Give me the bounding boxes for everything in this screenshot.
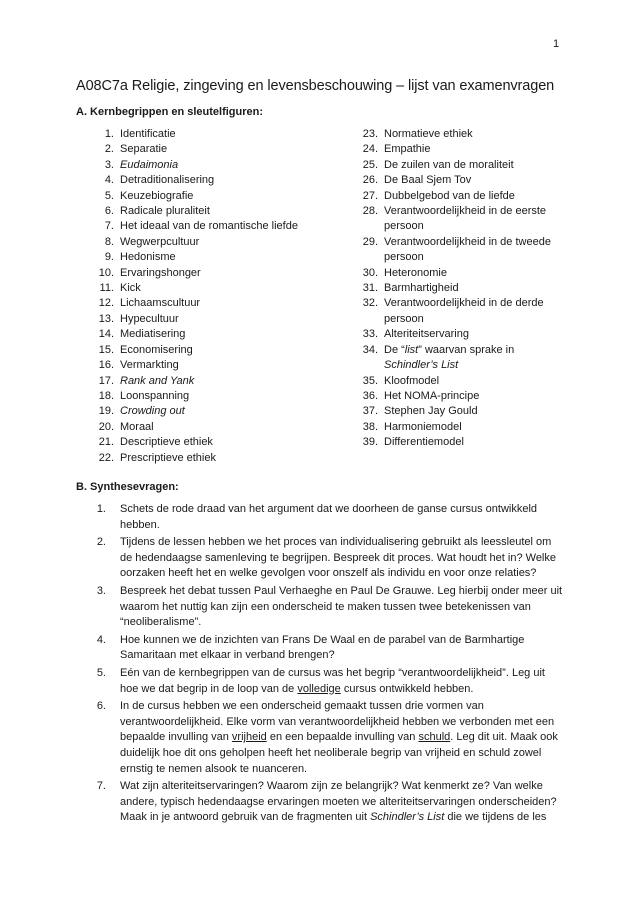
list-item: 7. Het ideaal van de romantische liefde: [104, 220, 298, 233]
list-item: 4. Detraditionalisering: [104, 174, 215, 187]
section-a-heading: A. Kernbegrippen en sleutelfiguren:: [76, 106, 264, 118]
question-item: 3. Bespreek het debat tussen Paul Verhaeghe en Paul De Grauwe. Leg hierbij onder meer uit waarom het nuttig kan zijn een onderscheid te maken tussen twee betekenissen van “neoliberalisme”.: [96, 584, 563, 629]
list-item: 21. Descriptieve ethiek: [98, 436, 213, 449]
list-item: 5. Keuzebiografie: [104, 189, 194, 202]
list-item: 10. Ervaringshonger: [98, 266, 201, 279]
list-item: 37. Stephen Jay Gould: [362, 405, 478, 418]
list-item: 16. Vermarkting: [98, 359, 179, 372]
list-item: 22. Prescriptieve ethiek: [98, 451, 216, 464]
list-item: 25. De zuilen van de moraliteit: [362, 158, 514, 171]
list-item: 35. Kloofmodel: [362, 374, 440, 387]
list-item: 28. Verantwoordelijkheid in de eerste persoon: [362, 205, 547, 233]
list-item: 36. Het NOMA-principe: [362, 389, 480, 402]
question-item: 7. Wat zijn alteriteitservaringen? Waarom zijn ze belangrijk? Wat kenmerkt ze? Van welke andere, typisch hedendaagse ervaringen moeten we alteriteitservaringen onderscheiden? Maak in je antwoord gebruik van de fragmenten uit Schindler’s List die we tijdens de les: [96, 780, 557, 824]
list-item: 26. De Baal Sjem Tov: [362, 174, 472, 187]
list-item: 24. Empathie: [362, 143, 431, 156]
question-item: 1. Schets de rode draad van het argument dat we doorheen de ganse cursus ontwikkeld hebben.: [96, 503, 538, 531]
list-item: 3. Eudaimonia: [104, 158, 179, 171]
list-item: 38. Harmoniemodel: [362, 420, 462, 433]
list-item: 15. Economisering: [98, 343, 193, 356]
list-item: 6. Radicale pluraliteit: [104, 205, 210, 218]
list-item: 27. Dubbelgebod van de liefde: [362, 189, 515, 202]
questions-list: [94, 502, 564, 828]
list-item: 12. Lichaamscultuur: [98, 297, 201, 310]
list-item: 30. Heteronomie: [362, 266, 447, 279]
question-item: 6. In de cursus hebben we een onderscheid gemaakt tussen drie vormen van verantwoordelijkheid. Elke vorm van verantwoordelijkheid hebben we verbonden met een bepaalde invulling van vrijheid en een bepaalde invulling van schuld. Leg dit uit. Maak ook duidelijk hoe dit ons geholpen heeft het neoliberale begrip van vrijheid en schuld zowel ernstig te nemen alsook te nuanceren.: [96, 700, 558, 775]
list-item: 18. Loonspanning: [98, 389, 190, 402]
list-item: 31. Barmhartigheid: [362, 282, 459, 295]
list-item: 8. Wegwerpcultuur: [104, 235, 200, 248]
terms-list-right: [358, 127, 568, 451]
list-item: 9. Hedonisme: [104, 251, 176, 264]
list-item: 23. Normatieve ethiek: [362, 128, 473, 140]
list-item: 33. Alteriteitservaring: [362, 328, 469, 341]
document-title: A08C7a Religie, zingeving en levensbeschouwing – lijst van examenvragen: [76, 78, 555, 94]
list-item: 19. Crowding out: [98, 405, 185, 418]
list-item: 1. Identificatie: [104, 128, 176, 140]
section-b-heading: B. Synthesevragen:: [76, 481, 179, 493]
list-item: 11. Kick: [99, 282, 141, 295]
list-item: 29. Verantwoordelijkheid in de tweede persoon: [362, 235, 551, 264]
question-item: 2. Tijdens de lessen hebben we het proces van individualisering gebruikt als leessleutel om de hedendaagse samenleving te begrijpen. Bespreek dit proces. Wat houdt het in? Welke oorzaken heeft het en welke gevolgen voor onszelf als individu en voor onze relaties?: [96, 536, 556, 580]
list-item: 14. Mediatisering: [98, 328, 186, 341]
list-item: 34. De “list” waarvan sprake in Schindler’s List: [362, 343, 515, 372]
question-item: 5. Eén van de kernbegrippen van de cursus was het begrip “verantwoordelijkheid”. Leg uit hoe we dat begrip in de loop van de volledige cursus ontwikkeld hebben.: [96, 666, 545, 695]
list-item: 13. Hypecultuur: [98, 312, 179, 325]
list-item: 2. Separatie: [104, 143, 168, 156]
list-item: 17. Rank and Yank: [98, 374, 195, 387]
question-item: 4. Hoe kunnen we de inzichten van Frans De Waal en de parabel van de Barmhartige Samaritaan met elkaar in verband brengen?: [96, 633, 525, 662]
page-number: 1: [553, 38, 560, 50]
list-item: 20. Moraal: [98, 420, 154, 433]
list-item: 32. Verantwoordelijkheid in de derde persoon: [362, 297, 544, 325]
terms-list-left: [94, 127, 344, 466]
list-item: 39. Differentiemodel: [362, 436, 464, 449]
